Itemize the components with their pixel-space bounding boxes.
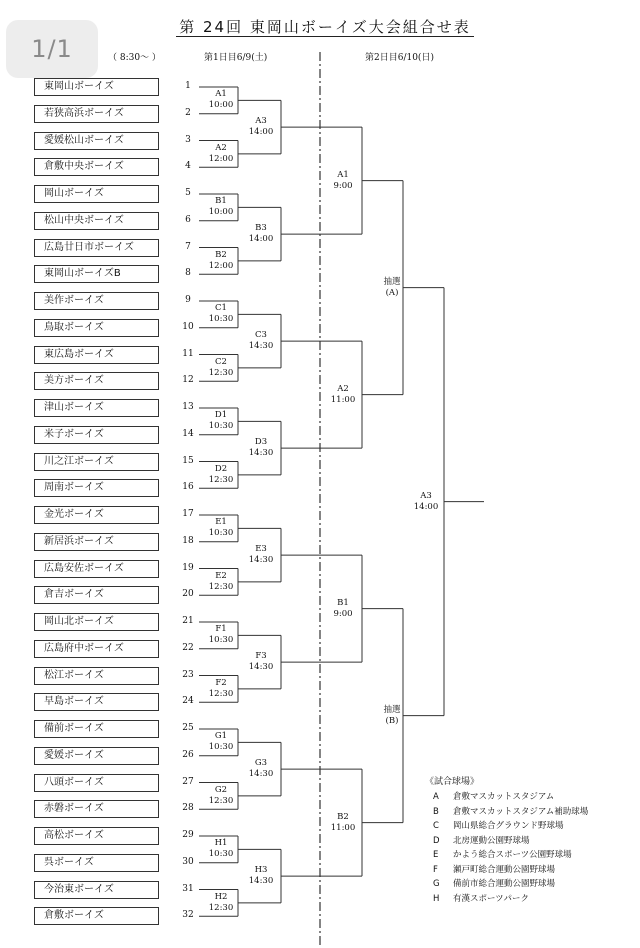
r4-draw-label-code: 抽選 (383, 276, 401, 287)
venue-item (433, 805, 588, 817)
r2-match-label (239, 437, 283, 459)
r1-match-label-code: E1 (215, 517, 227, 528)
team-seed: 21 (182, 616, 194, 626)
r1-match-label (199, 785, 243, 807)
team-name: 若狭高浜ボーイズ (34, 105, 159, 123)
team-name: 赤磐ボーイズ (34, 800, 159, 818)
r2-match-label (239, 330, 283, 352)
r3-match-label-code: B1 (337, 597, 349, 608)
r1-match-label (199, 838, 243, 860)
venue-item (433, 848, 572, 860)
r1-match-label-time: 10:00 (208, 207, 234, 218)
r1-match-label-code: E2 (215, 570, 227, 581)
venue-list-title: 《試合球場》 (425, 777, 480, 787)
team-seed: 15 (182, 455, 194, 466)
r2-match-label-time: 14:30 (248, 769, 274, 780)
team-name: 金光ボーイズ (34, 506, 159, 524)
final-match-label (404, 491, 448, 513)
venue-item (433, 863, 555, 875)
venue-name: 岡山県総合グラウンド野球場 (453, 821, 564, 831)
r1-match-label-code: F2 (215, 677, 227, 688)
venue-item (433, 834, 530, 846)
r2-match-label-code: A3 (255, 116, 267, 127)
r2-match-label-code: C3 (255, 330, 267, 341)
r2-match-label-code: B3 (255, 223, 267, 234)
venue-name: 倉敷マスカットスタジアム (453, 792, 555, 802)
r4-draw-label (370, 705, 414, 727)
r2-match-label (239, 651, 283, 673)
team-seed: 32 (182, 910, 194, 921)
r1-match-label (199, 731, 243, 753)
team-seed: 7 (185, 241, 191, 252)
team-seed: 6 (185, 214, 191, 225)
team-name: 新居浜ボーイズ (34, 533, 159, 551)
team-seed: 2 (185, 107, 191, 118)
team-seed: 18 (182, 535, 194, 546)
team-seed: 24 (182, 696, 194, 707)
r4-draw-label-time: (A) (385, 287, 399, 298)
team-name: 倉敷中央ボーイズ (34, 158, 159, 176)
r1-match-label-code: G1 (214, 731, 228, 742)
team-name: 愛媛松山ボーイズ (34, 132, 159, 150)
team-name: 松江ボーイズ (34, 667, 159, 685)
r2-match-label (239, 223, 283, 245)
venue-item (433, 877, 555, 889)
team-seed: 27 (182, 776, 194, 787)
team-seed: 17 (182, 509, 194, 519)
r1-match-label-time: 12:30 (208, 902, 234, 913)
r1-match-label (199, 410, 243, 432)
r1-match-label-code: H1 (214, 838, 228, 849)
team-seed: 5 (185, 188, 191, 198)
team-seed: 10 (182, 321, 194, 332)
r3-match-label-code: A1 (337, 169, 349, 180)
r3-match-label (321, 812, 365, 834)
venue-code: G (433, 879, 440, 889)
venue-name: 北房運動公園野球場 (453, 835, 530, 846)
r1-match-label-code: H2 (214, 891, 228, 902)
day2-header: 第2日目6/10(日) (365, 53, 434, 63)
team-seed: 28 (182, 803, 194, 814)
team-name: 美方ボーイズ (34, 372, 159, 390)
r2-match-label-time: 14:30 (248, 555, 274, 566)
r4-draw-label-time: (B) (385, 715, 399, 726)
team-seed: 14 (182, 428, 194, 439)
r1-match-label (199, 892, 243, 914)
r1-match-label-time: 12:30 (208, 795, 234, 806)
venue-name: 有漢スポーツパーク (453, 893, 529, 904)
opening-time: （ 8:30～ ） (108, 53, 161, 63)
r1-match-label (199, 89, 243, 111)
team-name: 広島廿日市ボーイズ (34, 239, 159, 257)
team-name: 岡山北ボーイズ (34, 613, 159, 631)
page-title: 第 24回 東岡山ボーイズ大会組合せ表 (179, 18, 471, 36)
team-seed: 16 (182, 482, 194, 493)
r1-match-label-code: G2 (214, 784, 228, 795)
team-name: 美作ボーイズ (34, 292, 159, 310)
venue-name: かよう総合スポーツ公園野球場 (453, 850, 572, 860)
r1-match-label (199, 250, 243, 272)
team-seed: 13 (182, 402, 194, 412)
r3-match-label-time: 11:00 (330, 822, 356, 833)
r2-match-label-time: 14:30 (248, 662, 274, 673)
team-seed: 22 (182, 642, 194, 653)
team-name: 呉ボーイズ (34, 854, 159, 872)
team-name: 松山中央ボーイズ (34, 212, 159, 230)
r1-match-label-time: 10:30 (208, 849, 234, 860)
team-seed: 30 (182, 856, 194, 867)
final-match-label-time: 14:00 (413, 501, 439, 512)
team-seed: 26 (182, 749, 194, 760)
team-name: 東広島ボーイズ (34, 346, 159, 364)
r1-match-label-time: 12:00 (208, 260, 234, 271)
venue-name: 瀬戸町総合運動公園野球場 (453, 864, 556, 875)
r2-match-label-time: 14:00 (248, 127, 274, 138)
team-name: 周南ボーイズ (34, 479, 159, 497)
r3-match-label (321, 384, 365, 406)
venue-code: B (433, 806, 439, 817)
r1-match-label-time: 12:30 (208, 474, 234, 485)
r1-match-label-code: B1 (215, 196, 227, 207)
r1-match-label (199, 143, 243, 165)
r1-match-label-code: D2 (214, 463, 228, 474)
r3-match-label (321, 598, 365, 620)
team-name: 倉敷ボーイズ (34, 907, 159, 925)
r2-match-label-time: 14:00 (248, 234, 274, 245)
team-name: 倉吉ボーイズ (34, 586, 159, 604)
r1-match-label-code: C1 (215, 303, 227, 314)
r1-match-label-time: 12:00 (208, 153, 234, 164)
team-seed: 19 (182, 562, 194, 573)
r2-match-label-code: D3 (254, 437, 268, 448)
venue-item (433, 892, 529, 904)
r3-match-label (321, 170, 365, 192)
venue-code: E (433, 850, 439, 860)
team-seed: 12 (182, 375, 194, 386)
venue-code: A (433, 792, 439, 802)
r1-match-label (199, 303, 243, 325)
r2-match-label (239, 865, 283, 887)
r1-match-label (199, 464, 243, 486)
final-match-label-code: A3 (420, 490, 432, 501)
r2-match-label-code: E3 (255, 544, 267, 555)
r1-match-label-time: 10:30 (208, 314, 234, 325)
team-seed: 11 (182, 348, 194, 359)
r3-match-label-code: A2 (337, 383, 349, 394)
venue-code: H (433, 893, 440, 904)
team-seed: 29 (182, 830, 194, 840)
r1-match-label (199, 571, 243, 593)
r1-match-label-time: 10:30 (208, 742, 234, 753)
r4-draw-label-code: 抽選 (383, 704, 401, 715)
r1-match-label-time: 10:30 (208, 528, 234, 539)
r3-match-label-time: 11:00 (330, 394, 356, 405)
day1-header: 第1日目6/9(土) (204, 53, 268, 63)
r1-match-label (199, 678, 243, 700)
venue-name: 備前市総合運動公園野球場 (453, 879, 556, 889)
team-name: 岡山ボーイズ (34, 185, 159, 203)
r1-match-label-code: B2 (215, 249, 227, 260)
r2-match-label-code: G3 (254, 758, 268, 769)
team-name: 広島安佐ボーイズ (34, 560, 159, 578)
team-name: 東岡山ボーイズB (34, 265, 159, 283)
team-name: 米子ボーイズ (34, 426, 159, 444)
r2-match-label-time: 14:30 (248, 448, 274, 459)
team-name: 鳥取ボーイズ (34, 319, 159, 337)
r1-match-label-code: D1 (214, 410, 228, 421)
r3-match-label-code: B2 (337, 811, 349, 822)
r1-match-label-time: 12:30 (208, 688, 234, 699)
r1-match-label-time: 12:30 (208, 367, 234, 378)
team-name: 八頭ボーイズ (34, 774, 159, 792)
team-name: 備前ボーイズ (34, 720, 159, 738)
r2-match-label-time: 14:30 (248, 876, 274, 887)
r1-match-label-time: 10:30 (208, 635, 234, 646)
team-name: 愛媛ボーイズ (34, 747, 159, 765)
team-seed: 25 (182, 723, 194, 733)
r1-match-label (199, 357, 243, 379)
r2-match-label-time: 14:30 (248, 341, 274, 352)
team-seed: 20 (182, 589, 194, 600)
venue-item (433, 790, 554, 802)
team-seed: 9 (185, 295, 191, 305)
r3-match-label-time: 9:00 (333, 180, 353, 191)
r2-match-label (239, 758, 283, 780)
venue-code: D (433, 835, 440, 846)
team-name: 川之江ボーイズ (34, 453, 159, 471)
r1-match-label-time: 10:30 (208, 421, 234, 432)
team-name: 広島府中ボーイズ (34, 640, 159, 658)
r2-match-label-code: H3 (254, 865, 268, 876)
team-seed: 1 (185, 81, 191, 91)
team-seed: 4 (185, 161, 191, 172)
page-indicator: 1/1 (6, 20, 98, 78)
r4-draw-label (370, 277, 414, 299)
venue-item (433, 819, 564, 831)
team-name: 早島ボーイズ (34, 693, 159, 711)
team-name: 津山ボーイズ (34, 399, 159, 417)
r1-match-label-code: A1 (215, 89, 227, 100)
team-name: 高松ボーイズ (34, 827, 159, 845)
r2-match-label (239, 544, 283, 566)
r1-match-label-time: 12:30 (208, 581, 234, 592)
team-seed: 31 (182, 883, 194, 894)
venue-name: 倉敷マスカットスタジアム補助球場 (453, 806, 589, 817)
team-name: 東岡山ボーイズ (34, 78, 159, 96)
r1-match-label-code: C2 (215, 356, 227, 367)
r2-match-label (239, 116, 283, 138)
r1-match-label-code: F1 (215, 624, 227, 635)
r1-match-label (199, 517, 243, 539)
team-seed: 3 (185, 134, 191, 145)
r1-match-label-code: A2 (215, 142, 227, 153)
r1-match-label-time: 10:00 (208, 100, 234, 111)
venue-code: F (433, 864, 438, 875)
team-name: 今治東ボーイズ (34, 881, 159, 899)
r1-match-label (199, 196, 243, 218)
venue-code: C (433, 821, 439, 831)
r3-match-label-time: 9:00 (333, 608, 353, 619)
r2-match-label-code: F3 (255, 651, 267, 662)
team-seed: 8 (185, 268, 191, 279)
r1-match-label (199, 624, 243, 646)
team-seed: 23 (182, 669, 194, 680)
